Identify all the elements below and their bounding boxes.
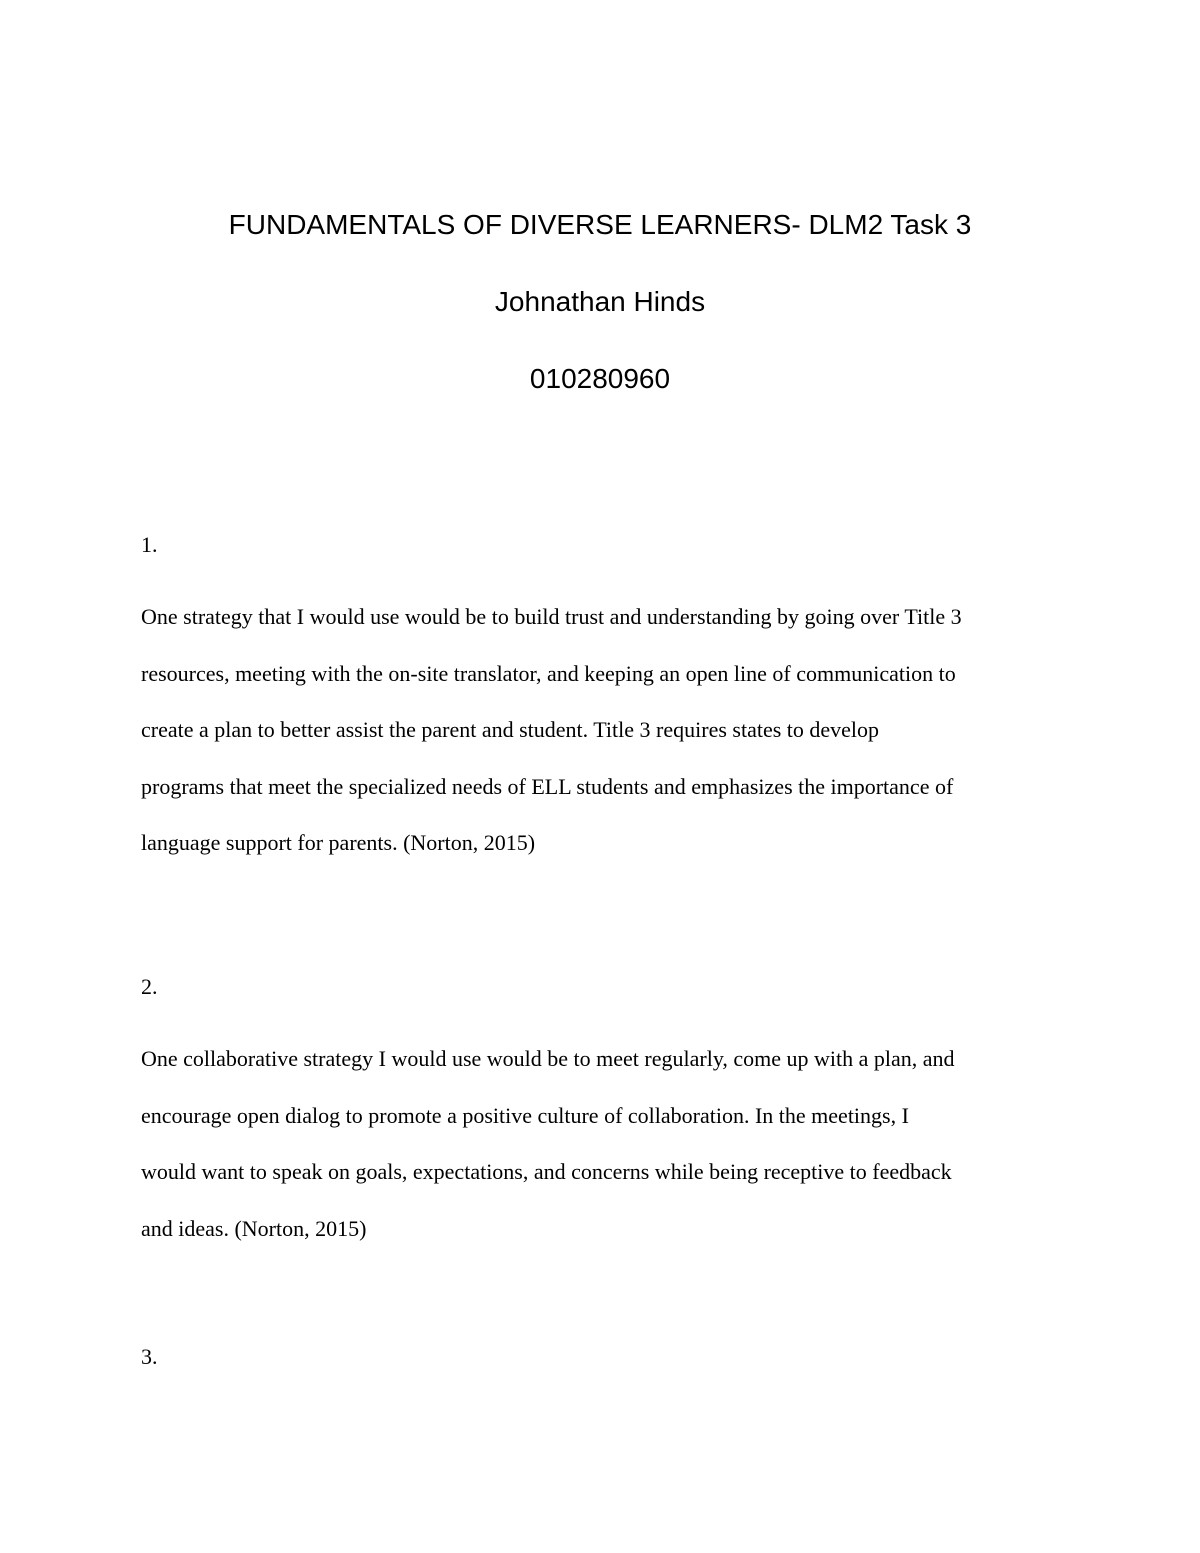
paragraph-line: and ideas. (Norton, 2015): [141, 1215, 367, 1241]
section-number-2: 2.: [141, 974, 158, 999]
section-number-1: 1.: [141, 532, 158, 557]
student-id: 010280960: [529, 363, 671, 394]
paragraph-line: language support for parents. (Norton, 2015): [141, 830, 536, 855]
paragraph-line: programs that meet the specialized needs of ELL students and emphasizes the importance of: [141, 773, 954, 799]
section-paragraph-2: [141, 1044, 1071, 1270]
author-name: Johnathan Hinds: [494, 286, 706, 317]
paragraph-line: would want to speak on goals, expectations, and concerns while being receptive to feedback: [141, 1159, 952, 1184]
paragraph-line: resources, meeting with the on-site translator, and keeping an open line of communication to: [141, 660, 956, 686]
section-paragraph-1: [141, 602, 1071, 885]
paragraph-line: One collaborative strategy I would use would be to meet regularly, come up with a plan, and: [141, 1046, 955, 1071]
document-title: FUNDAMENTALS OF DIVERSE LEARNERS- DLM2 Task 3: [228, 209, 972, 240]
paragraph-line: create a plan to better assist the parent and student. Title 3 requires states to develop: [141, 717, 880, 742]
section-number-3: 3.: [141, 1344, 158, 1369]
paragraph-line: One strategy that I would use would be to build trust and understanding by going over Title 3: [141, 604, 962, 629]
paragraph-line: encourage open dialog to promote a positive culture of collaboration. In the meetings, I: [141, 1102, 909, 1128]
